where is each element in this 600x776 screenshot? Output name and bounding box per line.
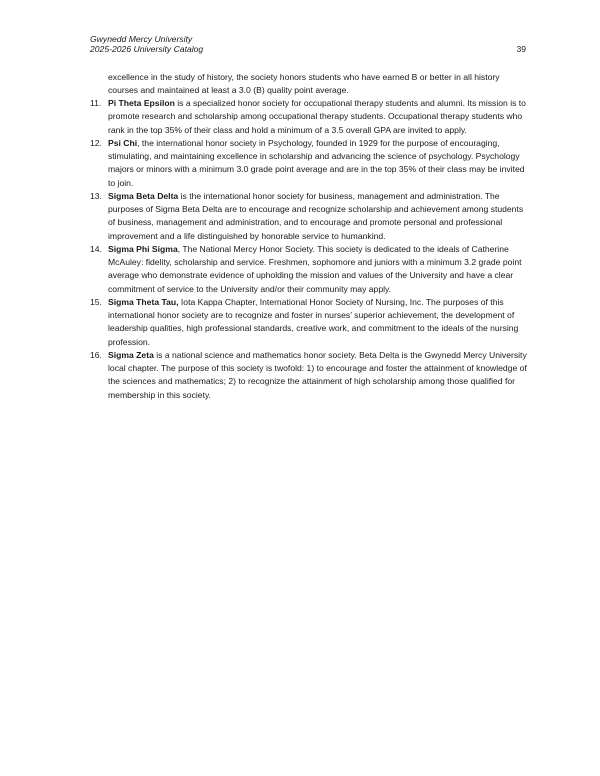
list-item-text: , the international honor society in Psychology, founded in 1929 for the purpose of encouraging, stimulating, and maintaining excellence in scholarship and advancing the science of psychology. Psychology majors or minors with a minimum 3.0 grade point average and are in the top 35% of their class may be invited to join.	[108, 137, 525, 188]
list-item-number: 12.	[90, 137, 102, 148]
list-item	[90, 137, 530, 190]
honor-society-list	[90, 97, 530, 402]
header-catalog-title: 2025-2026 University Catalog	[90, 44, 204, 55]
list-item-number: 15.	[90, 296, 102, 307]
list-item-term: Pi Theta Epsilon	[108, 98, 175, 108]
list-item-text: , The National Mercy Honor Society. This society is dedicated to the ideals of Catherine McAuley: fidelity, scholarship and service. Freshmen, sophomore and juniors with a minimum 3.2 grade point average who demonstrate evidence of upholding the mission and values of the University and have a clear commitment of service to the University and/or their community may apply.	[108, 243, 522, 294]
list-item-number: 14.	[90, 243, 102, 254]
list-item-number: 13.	[90, 190, 102, 201]
list-item-number: 11.	[90, 98, 102, 108]
list-item	[90, 349, 530, 402]
list-item	[90, 296, 530, 349]
list-item-term: Sigma Beta Delta	[108, 190, 179, 201]
list-item-text: is a national science and mathematics honor society. Beta Delta is the Gwynedd Mercy University local chapter. The purpose of this society is twofold: 1) to encourage and foster the attainment of knowledge of the sciences and mathematics; 2) to recognize the attainment of high scholarship among those qualified for membership in this society.	[108, 349, 527, 400]
list-item-term: Sigma Phi Sigma	[108, 243, 178, 254]
list-item-term: Sigma Zeta	[108, 349, 154, 360]
list-item-term: Psi Chi	[108, 137, 138, 148]
list-item	[90, 190, 530, 243]
list-item	[90, 97, 530, 137]
continuation-paragraph: excellence in the study of history, the society honors students who have earned B or better in all history courses and maintained at least a 3.0 (B) quality point average.	[108, 71, 500, 95]
list-item-number: 16.	[90, 349, 102, 360]
list-item-text: is a specialized honor society for occupational therapy students and alumni. Its mission is to promote research and scholarship among occupational therapy students. Occupational therapy students who rank in the top 35% of their class and hold a minimum of a 3.5 overall GPA are invited to apply.	[108, 98, 526, 135]
page-number: 39	[516, 44, 526, 55]
page-header	[90, 34, 526, 55]
list-item-text: is the international honor society for business, management and administration. The purposes of Sigma Beta Delta are to encourage and recognize scholarship and achievement among students of business, management and administration, and to encourage and promote personal and professional improvement and a life distinguished by honorable service to humankind.	[108, 190, 524, 241]
list-item-term: Sigma Theta Tau,	[108, 296, 179, 307]
list-item	[90, 243, 530, 296]
header-university-name: Gwynedd Mercy University	[90, 34, 193, 44]
list-item-text: Iota Kappa Chapter, International Honor Society of Nursing, Inc. The purposes of this international honor society are to recognize and foster in nurses’ superior achievement, the development of leadership qualities, high professional standards, creative work, and commitment to the ideals of the nursing profession.	[108, 296, 519, 347]
